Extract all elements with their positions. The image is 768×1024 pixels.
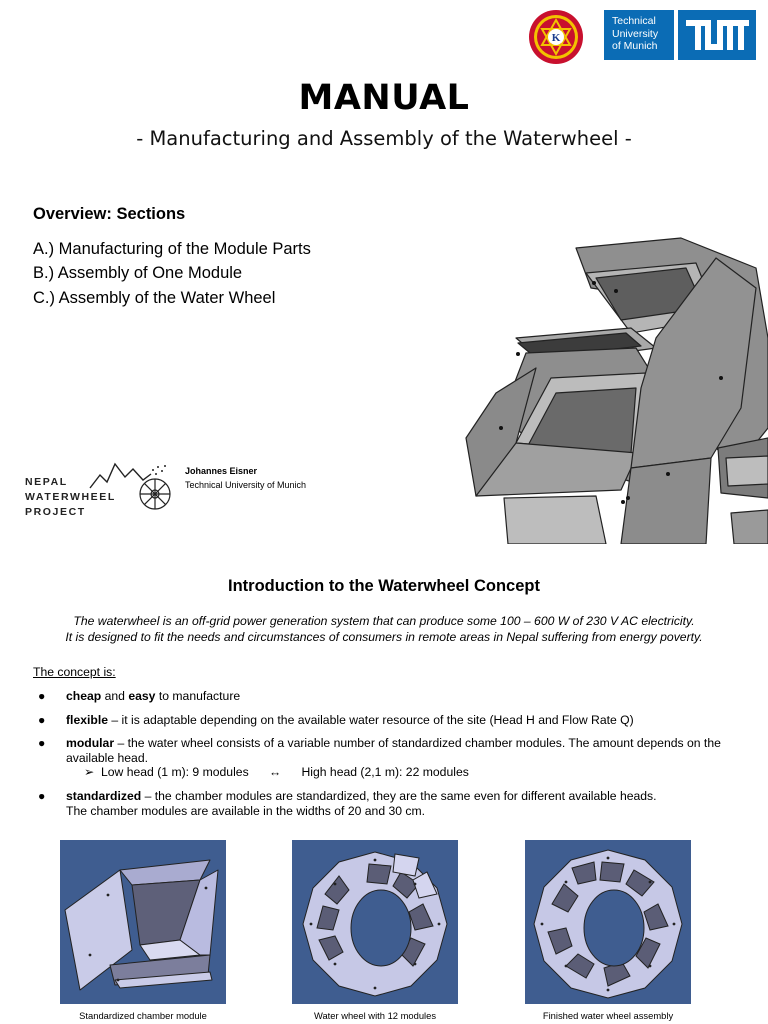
figure-wheel-12-modules-image [292, 840, 458, 1004]
bullet-rest: – it is adaptable depending on the available water resource of the site (Head H and Flow Rate Q) [108, 713, 634, 727]
figure-2-caption: Water wheel with 12 modules [313, 1010, 437, 1021]
tum-wordmark-line-1: Technical [612, 15, 656, 27]
section-item-a: A.) Manufacturing of the Module Parts [33, 240, 311, 258]
bullet-text [66, 789, 746, 819]
document-title: MANUAL [298, 78, 470, 118]
author-affiliation: Technical University of Munich [185, 480, 307, 490]
bullet-text [66, 736, 746, 766]
document-subtitle: - Manufacturing and Assembly of the Waterwheel - [136, 127, 632, 150]
figure-1-caption: Standardized chamber module [79, 1010, 207, 1021]
bullet-term: flexible [66, 713, 108, 727]
nwp-logo-line-3: PROJECT [25, 506, 86, 518]
module-count-sub-bullet: ➢ Low head (1 m): 9 modules ↔ High head (2,1 m): 22 modules [84, 765, 469, 779]
bullet-text [66, 689, 746, 704]
bullet-term: standardized [66, 789, 142, 803]
bullet-rest: – the water wheel consists of a variable number of standardized chamber modules. The amount depends on the available head. [66, 736, 721, 765]
bullet-rest: to manufacture [155, 689, 241, 703]
intro-heading: Introduction to the Waterwheel Concept [228, 577, 540, 595]
bullet-term: modular [66, 736, 115, 750]
author-name: Johannes Eisner [185, 466, 258, 476]
bullet-dot-icon: ● [38, 689, 46, 703]
figure-chamber-module-image [60, 840, 226, 1004]
bullet-term: cheap [66, 689, 102, 703]
bullet-rest: – the chamber modules are standardized, they are the same even for different available heads. [141, 789, 657, 803]
nepal-waterwheel-project-logo-icon [25, 458, 175, 520]
bullet-dot-icon: ● [38, 789, 46, 803]
tum-logo-icon [678, 10, 756, 60]
figure-finished-assembly-image [525, 840, 691, 1004]
bullet-dot-icon: ● [38, 736, 46, 750]
intro-line-1: The waterwheel is an off-grid power generation system that can produce some 100 – 600 W of 230 V AC electricity. [73, 614, 695, 628]
bullet-text [66, 713, 746, 728]
tum-wordmark [604, 10, 674, 60]
overview-heading: Overview: Sections [33, 205, 186, 223]
ku-seal-letter: K [551, 32, 561, 44]
bullet-term-2: easy [128, 689, 156, 703]
nwp-logo-line-1: NEPAL [25, 476, 68, 488]
figure-3-caption: Finished water wheel assembly [542, 1010, 674, 1021]
tum-wordmark-line-2: University [612, 27, 659, 40]
section-item-b: B.) Assembly of One Module [33, 264, 243, 282]
intro-line-2: It is designed to fit the needs and circumstances of consumers in remote areas in Nepal suffering from energy poverty. [65, 630, 703, 644]
waterwheel-3d-render-image [456, 228, 768, 544]
tum-wordmark-line-3: of Munich [612, 40, 658, 52]
concept-label: The concept is: [33, 665, 116, 679]
bullet-line-2: The chamber modules are available in the widths of 20 and 30 cm. [66, 804, 426, 818]
bullet-connector: and [101, 689, 129, 703]
section-item-c: C.) Assembly of the Water Wheel [33, 289, 276, 307]
nwp-logo-line-2: WATERWHEEL [25, 491, 116, 503]
kathmandu-university-seal-icon [528, 9, 584, 65]
bullet-dot-icon: ● [38, 713, 46, 727]
